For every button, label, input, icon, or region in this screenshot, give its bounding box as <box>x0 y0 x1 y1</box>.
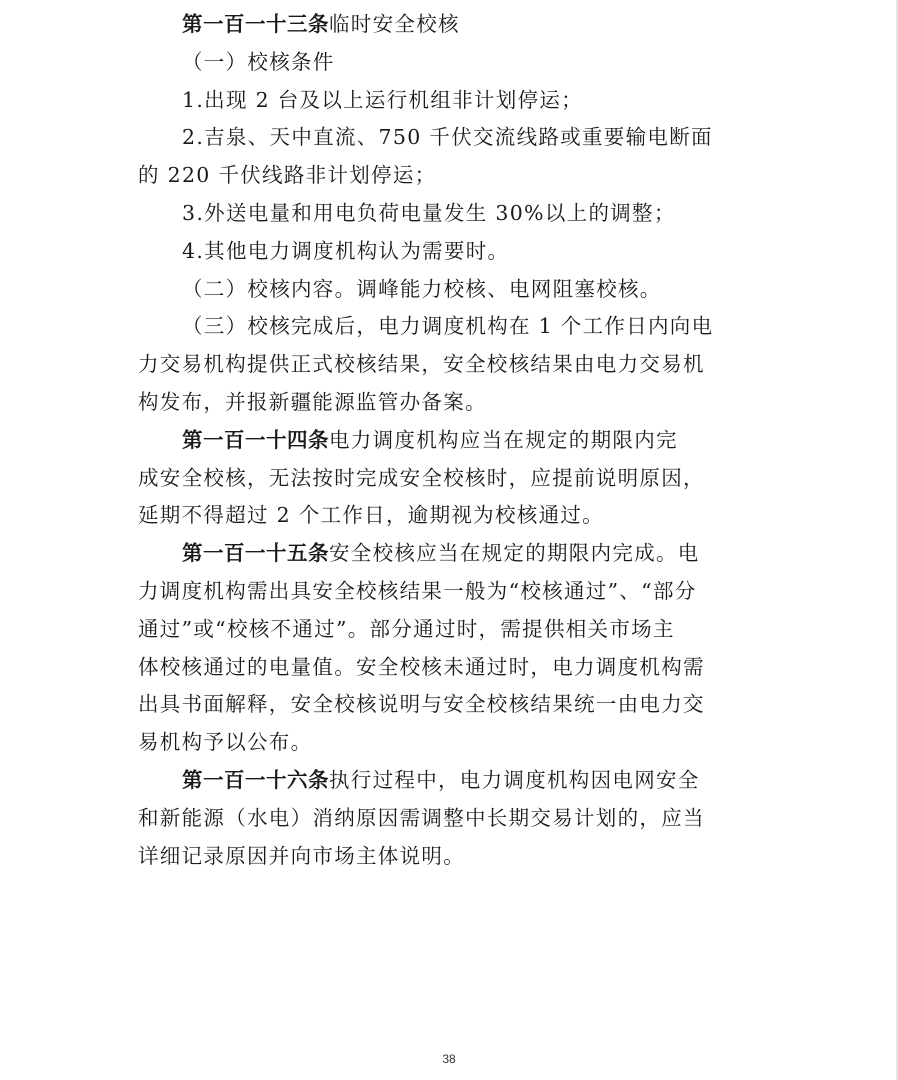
line-text: 4.其他电力调度机构认为需要时。 <box>182 238 510 263</box>
line-text: 体校核通过的电量值。安全校核未通过时，电力调度机构需 <box>138 654 705 679</box>
line-text: 的 220 千伏线路非计划停运； <box>138 163 437 188</box>
article-number: 第一百一十四条 <box>182 427 329 452</box>
line-text: 延期不得超过 2 个工作日，逾期视为校核通过。 <box>138 503 604 528</box>
line-text: 和新能源（水电）消纳原因需调整中长期交易计划的，应当 <box>138 805 705 830</box>
article-number: 第一百一十六条 <box>182 767 329 792</box>
text-line <box>138 82 766 120</box>
line-text: 通过”或“校核不通过”。部分通过时，需提供相关市场主 <box>138 616 675 641</box>
line-text: 构发布，并报新疆能源监管办备案。 <box>138 389 487 414</box>
line-text: （一）校核条件 <box>182 49 335 74</box>
text-line <box>138 497 766 535</box>
line-text: （二）校核内容。调峰能力校核、电网阻塞校核。 <box>182 276 662 301</box>
text-line <box>138 119 766 157</box>
text-line <box>138 535 766 573</box>
line-text: 出具书面解释，安全校核说明与安全校核结果统一由电力交 <box>138 692 705 717</box>
document-body <box>138 6 766 875</box>
line-text: 力调度机构需出具安全校核结果一般为“校核通过”、“部分 <box>138 578 697 603</box>
text-line <box>138 6 766 44</box>
line-text: 临时安全校核 <box>329 12 460 36</box>
text-line <box>138 308 766 346</box>
line-text: 3.外送电量和用电负荷电量发生 30%以上的调整； <box>182 200 676 225</box>
text-line <box>138 800 766 838</box>
text-line <box>138 649 766 687</box>
text-line <box>138 271 766 309</box>
line-text: 易机构予以公布。 <box>138 730 313 755</box>
text-line <box>138 422 766 460</box>
text-line <box>138 686 766 724</box>
article-number: 第一百一十三条 <box>182 12 329 36</box>
line-text: 2.吉泉、天中直流、750 千伏交流线路或重要输电断面 <box>182 125 713 150</box>
text-line <box>138 838 766 876</box>
text-line <box>138 724 766 762</box>
text-line <box>138 611 766 649</box>
text-line <box>138 762 766 800</box>
line-text: 1.出现 2 台及以上运行机组非计划停运； <box>182 87 583 112</box>
text-line <box>138 44 766 82</box>
line-text: 成安全校核，无法按时完成安全校核时，应提前说明原因， <box>138 465 705 490</box>
line-text: 力交易机构提供正式校核结果，安全校核结果由电力交易机 <box>138 352 705 377</box>
line-text: 执行过程中，电力调度机构因电网安全 <box>329 767 700 792</box>
article-number: 第一百一十五条 <box>182 541 329 566</box>
page-number: 38 <box>442 1052 456 1066</box>
line-text: （三）校核完成后，电力调度机构在 1 个工作日内向电 <box>182 314 714 339</box>
text-line <box>138 157 766 195</box>
text-line <box>138 233 766 271</box>
text-line <box>138 195 766 233</box>
line-text: 电力调度机构应当在规定的期限内完 <box>329 427 678 452</box>
text-line <box>138 573 766 611</box>
text-line <box>138 384 766 422</box>
text-line <box>138 346 766 384</box>
text-line <box>138 460 766 498</box>
line-text: 安全校核应当在规定的期限内完成。电 <box>329 541 700 566</box>
line-text: 详细记录原因并向市场主体说明。 <box>138 843 465 868</box>
